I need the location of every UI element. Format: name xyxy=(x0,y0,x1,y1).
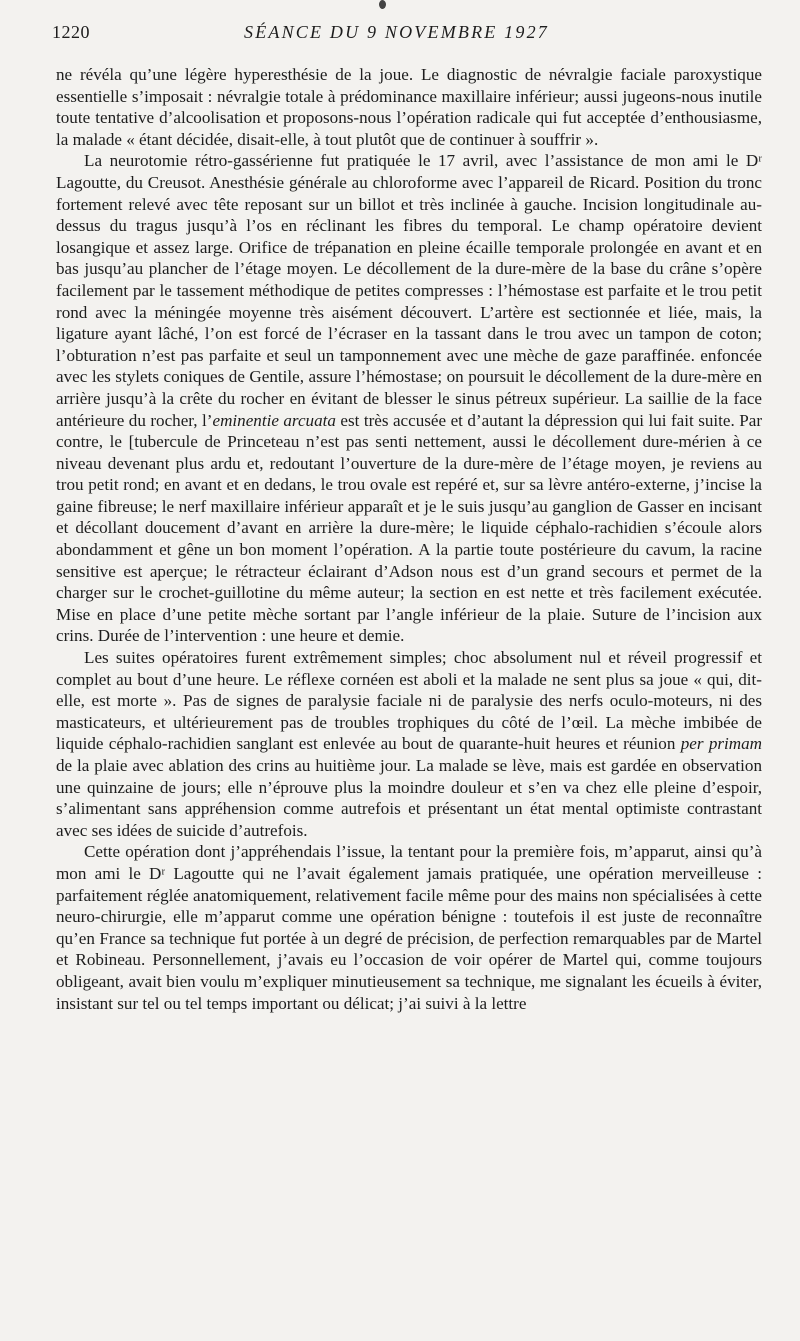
paragraph-3-text-after: de la plaie avec ablation des crins au huitième jour. La malade se lève, mais est gardée en observation une quinzaine de jours; elle n’éprouve plus la moindre douleur et s’en va chez elle pleine d’espoir, s’alimentant sans appréhension comme autrefois et présentant un état mental optimiste contrastant avec ses idées de suicide d’autrefois. xyxy=(56,756,762,840)
running-header xyxy=(52,22,762,46)
latin-term-per-primam: per primam xyxy=(680,734,762,754)
paragraph-4: Cette opération dont j’appréhendais l’issue, la tentant pour la première fois, m’apparut, ainsi qu’à mon ami le Dʳ Lagoutte qui ne l’avait également jamais pratiquée, une opération merveilleuse : parfaitement réglée anatomiquement, relativement facile même pour des mains non spécialisées à cette neuro-chirurgie, elle m’apparut comme une opération bénigne : toutefois il est juste de reconnaître qu’en France sa technique fut portée à un degré de précision, de perfection remarquables par de Martel et Robineau. Personnellement, j’avais eu l’occasion de voir opérer de Martel qui, comme toujours obligeant, avait bien voulu m’expliquer minutieusement sa technique, me signalant les écueils à éviter, insistant sur tel ou tel temps important ou délicat; j’ai suivi à la lettre xyxy=(56,842,762,1013)
paragraph-3-text-before: Les suites opératoires furent extrêmement simples; choc absolument nul et réveil progressif et complet au bout d’une heure. Le réflexe cornéen est aboli et la malade ne sent plus sa joue « qui, dit-elle, est morte ». Pas de signes de paralysie faciale ni de paralysie des nerfs oculo-moteurs, ni des masticateurs, et ultérieurement pas de troubles trophiques du côté de l’œil. La mèche imbibée de liquide céphalo-rachidien sanglant est enlevée au bout de quarante-huit heures et réunion xyxy=(56,648,762,754)
paragraph-2-text-after: est très accusée et d’autant la dépression qui lui fait suite. Par contre, le [tubercule de Princeteau n’est pas senti nettement, aussi le décollement dure-mérien à ce niveau devenant plus ardu et, redoutant l’ouverture de la dure-mère de l’étage moyen, je reviens au trou petit rond; en avant et en dedans, le trou ovale est repéré et, sur sa lèvre antéro-externe, j’incise la gaine fibreuse; le nerf maxillaire inférieur apparaît et je le suis jusqu’au ganglion de Gasser en incisant et décollant doucement d’avant en arrière la dure-mère; le liquide céphalo-rachidien s’écoule alors abondamment et gêne un bon moment l’opération. A la partie toute postérieure du cavum, la racine sensitive est aperçue; le rétracteur éclairant d’Adson nous est d’un grand secours et permet de la charger sur le crochet-guillotine du même auteur; la section en est nette et très facilement exécutée. Mise en place d’une petite mèche sortant par l’angle inférieur de la plaie. Suture de l’incision aux crins. Durée de l’intervention : une heure et demie. xyxy=(56,410,763,646)
page-number: 1220 xyxy=(52,22,90,42)
paragraph-2 xyxy=(56,150,762,647)
latin-term-eminentia: eminentie arcuata xyxy=(212,410,336,430)
paragraph-2-text-before: La neurotomie rétro-gassérienne fut pratiquée le 17 avril, avec l’assistance de mon ami le Dʳ Lagoutte, du Creusot. Anesthésie générale au chloroforme avec l’appareil de Ricard. Position du tronc fortement relevé avec tête reposant sur un billot et très inclinée à gauche. Incision longitudinale au-dessus du tragus jusqu’à l’os en réclinant les fibres du temporal. Le champ opératoire devient losangique et assez large. Orifice de trépanation en pleine écaille temporale prolongée en avant et en bas jusqu’au plancher de l’étage moyen. Le décollement de la dure-mère de la base du crâne s’opère facilement par le tassement méthodique de petites compresses : l’hémostase est parfaite et le trou petit rond avec la méningée moyenne très aisément découvert. L’artère est sectionnée et liée, mais, la ligature ayant lâché, l’on est forcé de l’écraser en la tassant dans le trou avec un tampon de coton; l’obturation n’est pas parfaite et seul un tamponnement avec une mèche de gaze paraffinée. enfoncée avec les stylets coniques de Gentile, assure l’hémostase; on poursuit le décollement de la dure-mère en arrière jusqu’à la crête du rocher en évitant de blesser le sinus pétreux supérieur. La saillie de la face antérieure du rocher, l’ xyxy=(56,151,762,430)
body-text xyxy=(56,64,762,1014)
header-title: SÉANCE DU 9 NOVEMBRE 1927 xyxy=(244,22,549,42)
paragraph-1: ne révéla qu’une légère hyperesthésie de la joue. Le diagnostic de névralgie faciale paroxystique essentielle s’imposait : névralgie totale à prédominance maxillaire inférieur; aussi jugeons-nous inutile toute tentative d’alcoolisation et proposons-nous l’opération radicale qui fut acceptée d’enthousiasme, la malade « étant décidée, disait-elle, à tout plutôt que de continuer à souffrir ». xyxy=(56,65,762,149)
paragraph-3 xyxy=(56,647,762,841)
printer-mark xyxy=(379,0,386,9)
